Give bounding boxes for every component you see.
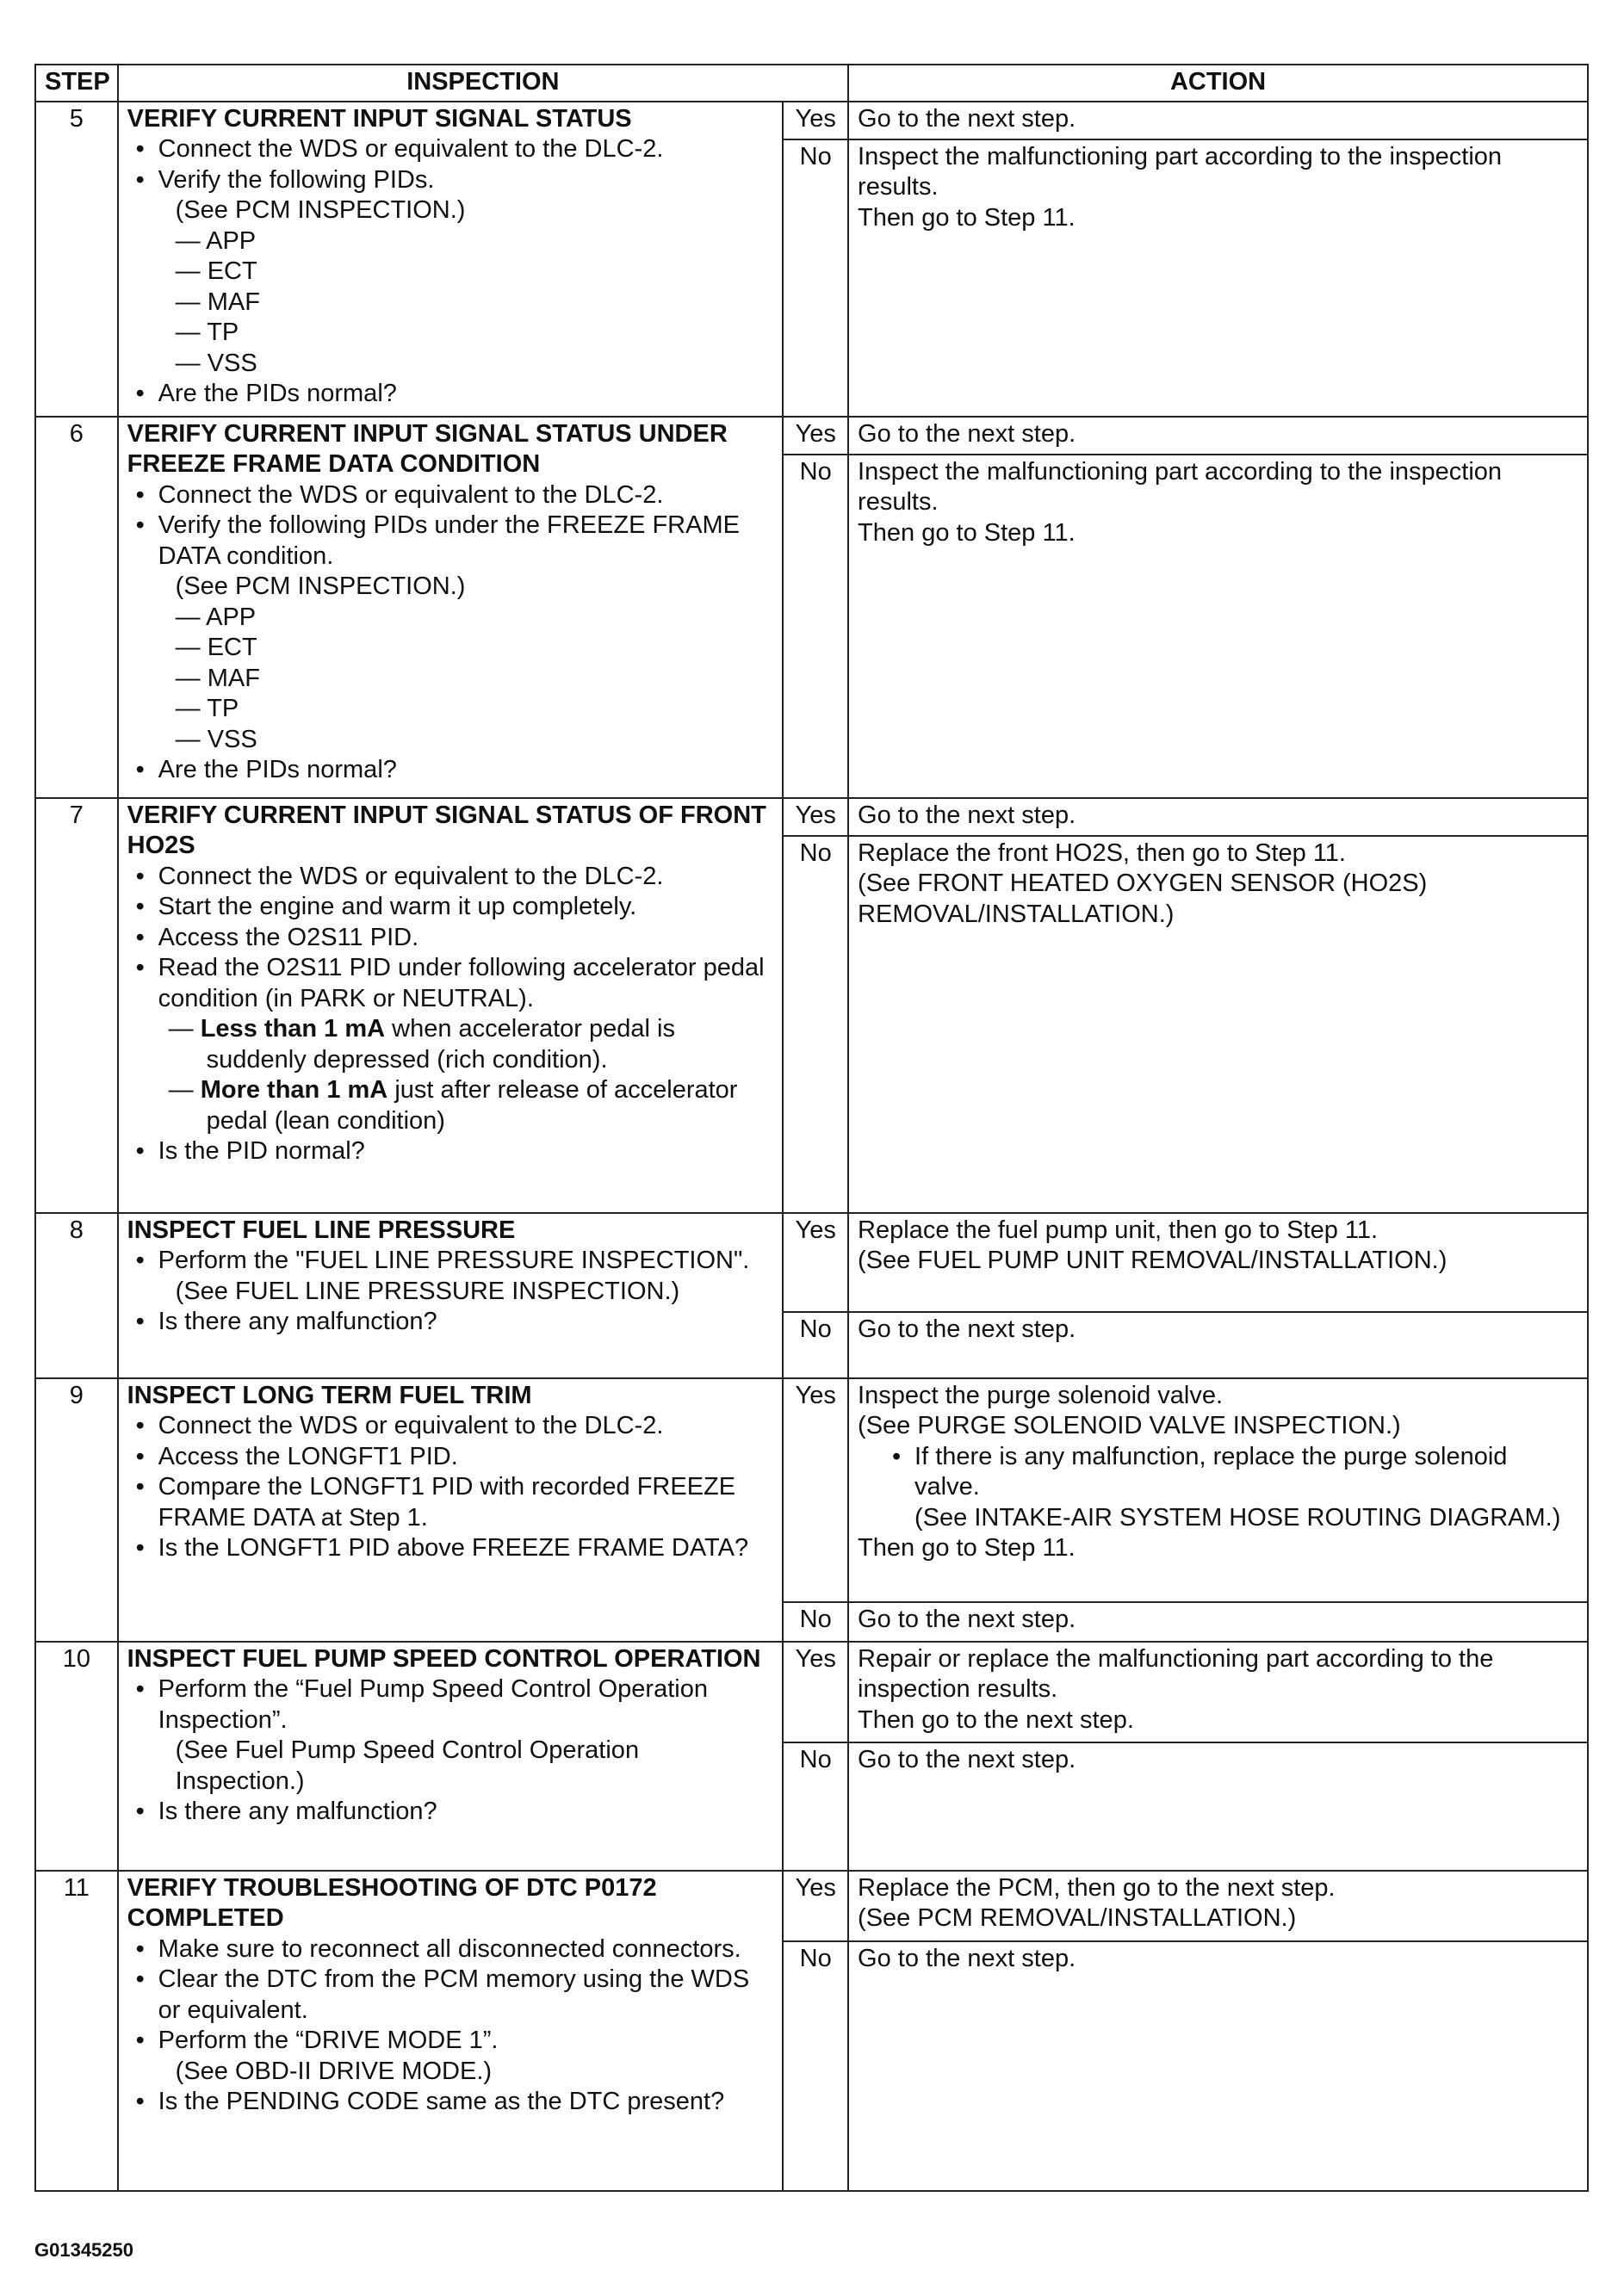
list-item: • Connect the WDS or equivalent to the DLC-2. xyxy=(127,134,774,165)
list-item: • Make sure to reconnect all disconnected connectors. xyxy=(127,1934,774,1965)
no-label: No xyxy=(783,836,848,1213)
yes-label: Yes xyxy=(783,102,848,139)
action-line: (See PCM REMOVAL/INSTALLATION.) xyxy=(858,1904,1297,1932)
action-line: Go to the next step. xyxy=(858,104,1076,133)
troubleshooting-table xyxy=(34,64,1589,2192)
step-title: INSPECT LONG TERM FUEL TRIM xyxy=(127,1381,532,1409)
list-item: • Access the LONGFT1 PID. xyxy=(127,1442,774,1473)
yes-action xyxy=(848,1871,1588,1941)
yes-label: Yes xyxy=(783,798,848,836)
step-header: STEP xyxy=(35,65,118,102)
condition-value: Less than 1 mA xyxy=(200,1015,386,1043)
inspection-cell xyxy=(118,1213,784,1378)
step-number: 8 xyxy=(35,1213,118,1378)
step-number: 11 xyxy=(35,1871,118,2191)
action-line: Inspect the malfunctioning part according to the inspection results. xyxy=(858,457,1503,516)
list-item: • Connect the WDS or equivalent to the DLC-2. xyxy=(127,1411,774,1442)
step-title: VERIFY CURRENT INPUT SIGNAL STATUS OF FRONT HO2S xyxy=(127,801,766,859)
action-line: Go to the next step. xyxy=(858,1944,1076,1972)
yes-action xyxy=(848,417,1588,455)
action-line: Inspect the malfunctioning part according to the inspection results. xyxy=(858,142,1503,201)
header-row xyxy=(35,65,1588,102)
list-item: (See PCM INSPECTION.) xyxy=(175,196,466,224)
yes-action xyxy=(848,1642,1588,1742)
list-item: • Connect the WDS or equivalent to the DLC-2. xyxy=(127,862,774,893)
list-item: — ECT xyxy=(175,634,257,661)
list-item: • Clear the DTC from the PCM memory using the WDS or equivalent. xyxy=(127,1965,774,2026)
list-item: — APP xyxy=(175,603,257,631)
list-item: — APP xyxy=(175,226,257,255)
action-line: Replace the front HO2S, then go to Step 11. xyxy=(858,839,1346,867)
inspection-cell xyxy=(118,417,784,798)
list-item: — MAF xyxy=(175,664,260,692)
condition-text: when accelerator pedal is suddenly depressed (rich condition). xyxy=(206,1015,675,1074)
list-item: • Read the O2S11 PID under following accelerator pedal condition (in PARK or NEUTRAL). xyxy=(127,953,774,1014)
action-line: (See INTAKE-AIR SYSTEM HOSE ROUTING DIAGRAM.) xyxy=(914,1503,1561,1532)
yes-label: Yes xyxy=(783,417,848,455)
list-item: (See OBD-II DRIVE MODE.) xyxy=(175,2057,493,2085)
condition-value: More than 1 mA xyxy=(200,1076,388,1104)
action-line: (See FUEL PUMP UNIT REMOVAL/INSTALLATION.) xyxy=(858,1247,1448,1274)
step-number: 7 xyxy=(35,798,118,1213)
table-row xyxy=(35,102,1588,139)
step-number: 5 xyxy=(35,102,118,417)
list-item: — MAF xyxy=(175,288,260,316)
action-line: Replace the PCM, then go to the next step. xyxy=(858,1873,1336,1902)
no-label: No xyxy=(783,1602,848,1642)
inspection-cell xyxy=(118,1378,784,1642)
action-line: Then go to Step 11. xyxy=(858,203,1076,232)
table-row xyxy=(35,1213,1588,1312)
no-action xyxy=(848,1312,1588,1378)
table-row xyxy=(35,1642,1588,1742)
no-label: No xyxy=(783,139,848,417)
action-line: Go to the next step. xyxy=(858,1745,1076,1773)
no-action xyxy=(848,1602,1588,1642)
table-row xyxy=(35,798,1588,836)
action-header: ACTION xyxy=(848,65,1588,102)
action-line: Then go to the next step. xyxy=(858,1705,1134,1734)
yes-label: Yes xyxy=(783,1642,848,1742)
list-item: • Perform the “Fuel Pump Speed Control Operation Inspection”. xyxy=(127,1674,774,1736)
list-item: (See FUEL LINE PRESSURE INSPECTION.) xyxy=(175,1277,680,1305)
inspection-cell xyxy=(118,1642,784,1871)
no-label: No xyxy=(783,1742,848,1871)
list-item: (See PCM INSPECTION.) xyxy=(175,572,466,600)
list-item: • Are the PIDs normal? xyxy=(127,755,774,786)
no-action xyxy=(848,836,1588,1213)
list-item: • Is the PID normal? xyxy=(127,1136,774,1167)
yes-label: Yes xyxy=(783,1213,848,1312)
no-action xyxy=(848,1742,1588,1871)
inspection-cell xyxy=(118,102,784,417)
list-item: • Connect the WDS or equivalent to the DLC-2. xyxy=(127,480,774,511)
list-item: — VSS xyxy=(175,725,257,753)
yes-action xyxy=(848,1378,1588,1602)
list-item: (See Fuel Pump Speed Control Operation Inspection.) xyxy=(175,1736,640,1795)
table-row xyxy=(35,1378,1588,1602)
step-title: INSPECT FUEL PUMP SPEED CONTROL OPERATION xyxy=(127,1644,761,1673)
list-item: • Perform the “DRIVE MODE 1”. xyxy=(127,2026,774,2057)
action-line: (See PURGE SOLENOID VALVE INSPECTION.) xyxy=(858,1412,1401,1439)
table-row xyxy=(35,417,1588,455)
troubleshooting-sheet xyxy=(34,64,1589,2192)
action-line: Then go to Step 11. xyxy=(858,1534,1076,1562)
step-title: INSPECT FUEL LINE PRESSURE xyxy=(127,1216,516,1244)
list-item: • Are the PIDs normal? xyxy=(127,379,774,410)
list-item: — VSS xyxy=(175,349,257,377)
list-item: — TP xyxy=(175,319,239,346)
list-item: • Compare the LONGFT1 PID with recorded FREEZE FRAME DATA at Step 1. xyxy=(127,1472,774,1533)
action-line: Go to the next step. xyxy=(858,1315,1076,1343)
list-item: • Is the PENDING CODE same as the DTC present? xyxy=(127,2087,774,2118)
inspection-cell xyxy=(118,798,784,1213)
step-number: 9 xyxy=(35,1378,118,1642)
no-action xyxy=(848,455,1588,798)
action-line: • If there is any malfunction, replace the purge solenoid valve. xyxy=(858,1442,1578,1503)
action-line: Inspect the purge solenoid valve. xyxy=(858,1381,1224,1409)
step-title: VERIFY CURRENT INPUT SIGNAL STATUS xyxy=(127,104,632,133)
step-title: VERIFY CURRENT INPUT SIGNAL STATUS UNDER FREEZE FRAME DATA CONDITION xyxy=(127,419,728,478)
yes-action xyxy=(848,798,1588,836)
action-line: Repair or replace the malfunctioning part according to the inspection results. xyxy=(858,1644,1494,1703)
action-line: Go to the next step. xyxy=(858,1605,1076,1633)
yes-action xyxy=(848,1213,1588,1312)
no-label: No xyxy=(783,1941,848,2191)
action-line: Go to the next step. xyxy=(858,419,1076,448)
action-line: (See FRONT HEATED OXYGEN SENSOR (HO2S) REMOVAL/INSTALLATION.) xyxy=(858,870,1428,928)
step-number: 10 xyxy=(35,1642,118,1871)
list-item: • Access the O2S11 PID. xyxy=(127,923,774,954)
list-item: • Is there any malfunction? xyxy=(127,1307,774,1338)
step-number: 6 xyxy=(35,417,118,798)
table-row xyxy=(35,1871,1588,1941)
list-item: • Is there any malfunction? xyxy=(127,1797,774,1828)
inspection-cell xyxy=(118,1871,784,2191)
list-item: • Is the LONGFT1 PID above FREEZE FRAME DATA? xyxy=(127,1533,774,1564)
no-action xyxy=(848,1941,1588,2191)
list-item: • Verify the following PIDs under the FREEZE FRAME DATA condition. xyxy=(127,511,774,572)
action-line: Replace the fuel pump unit, then go to Step 11. xyxy=(858,1216,1379,1244)
no-label: No xyxy=(783,1312,848,1378)
list-item: — TP xyxy=(175,695,239,722)
action-line: Then go to Step 11. xyxy=(858,518,1076,547)
action-line: Go to the next step. xyxy=(858,801,1076,829)
yes-label: Yes xyxy=(783,1378,848,1602)
condition-text: just after release of accelerator pedal (lean condition) xyxy=(206,1076,738,1135)
list-item: — Less than 1 mA when accelerator pedal is suddenly depressed (rich condition). xyxy=(168,1015,675,1074)
yes-action xyxy=(848,102,1588,139)
list-item: • Verify the following PIDs. xyxy=(127,165,774,196)
list-item: — More than 1 mA just after release of accelerator pedal (lean condition) xyxy=(168,1076,738,1135)
no-action xyxy=(848,139,1588,417)
step-title: VERIFY TROUBLESHOOTING OF DTC P0172 COMPLETED xyxy=(127,1873,657,1932)
no-label: No xyxy=(783,455,848,798)
inspection-header: INSPECTION xyxy=(118,65,848,102)
list-item: • Start the engine and warm it up completely. xyxy=(127,892,774,923)
list-item: • Perform the "FUEL LINE PRESSURE INSPECTION". xyxy=(127,1246,774,1277)
yes-label: Yes xyxy=(783,1871,848,1941)
figure-code: G01345250 xyxy=(34,2239,133,2261)
list-item: — ECT xyxy=(175,257,257,285)
